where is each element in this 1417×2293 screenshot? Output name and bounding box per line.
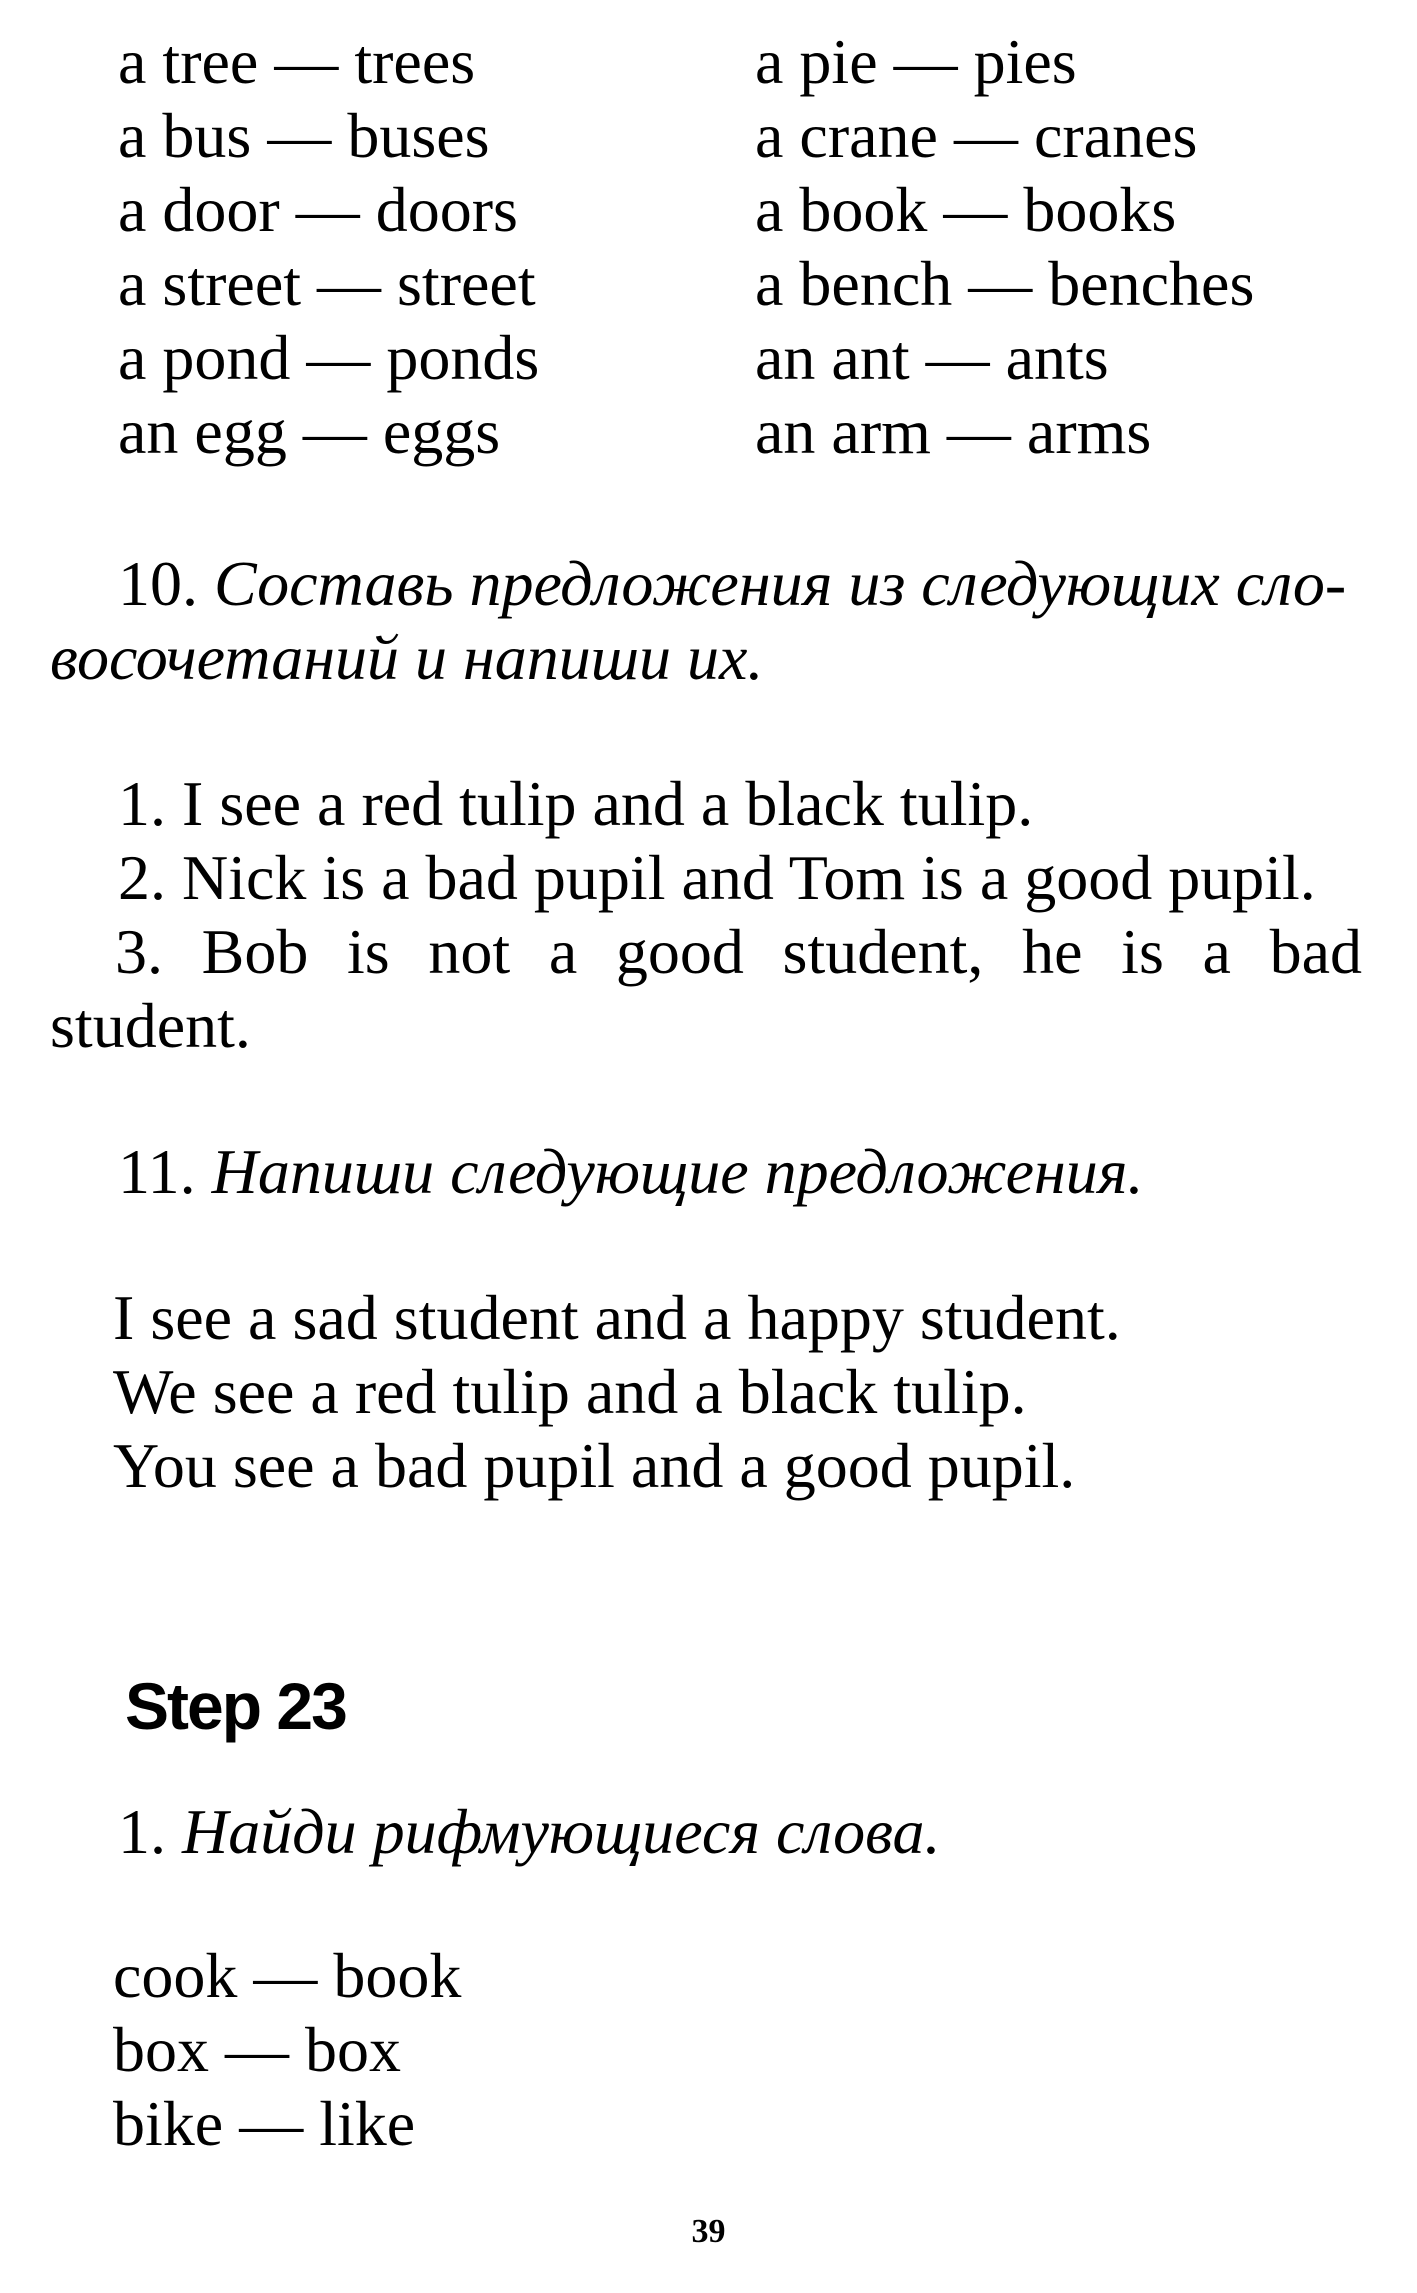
task-instruction: [118, 1796, 940, 1868]
plural-pair: a door — doors: [118, 174, 518, 245]
plural-pair: a bench — benches: [755, 248, 1255, 319]
plural-pair: a tree — trees: [118, 26, 476, 97]
plural-pair: a pond — ponds: [118, 322, 540, 393]
plural-pair: a crane — cranes: [755, 100, 1198, 171]
plural-pair: a bus — buses: [118, 100, 490, 171]
answer-sentence: We see a red tulip and a black tulip.: [113, 1356, 1027, 1427]
task-number: 10.: [118, 548, 198, 619]
instruction-text: Составь предложения из следующих сло-: [214, 548, 1347, 619]
page-number: 39: [691, 2213, 726, 2250]
answer-sentence-continued: student.: [50, 990, 251, 1061]
plural-pair: an arm — arms: [755, 396, 1152, 467]
answer-sentence: You see a bad pupil and a good pupil.: [113, 1430, 1076, 1501]
step-heading: Step 23: [125, 1669, 346, 1743]
rhyme-pair: box — box: [113, 2014, 401, 2085]
answer-sentence: I see a sad student and a happy student.: [113, 1282, 1121, 1353]
plural-pair: a book — books: [755, 174, 1177, 245]
plural-pair: an ant — ants: [755, 322, 1109, 393]
answer-sentence: 3. Bob is not a good student, he is a bad: [115, 916, 1362, 987]
answer-sentence: 1. I see a red tulip and a black tulip.: [118, 768, 1034, 839]
plural-pair: a pie — pies: [755, 26, 1077, 97]
task-instruction: [118, 1136, 1144, 1208]
instruction-text: Напиши следующие предложения.: [211, 1136, 1144, 1207]
answer-sentence: 2. Nick is a bad pupil and Tom is a good pupil.: [118, 842, 1316, 913]
task-number: 1.: [118, 1796, 166, 1867]
instruction-text: Найди рифмующиеся слова.: [182, 1796, 941, 1867]
instruction-text-continued: восочетаний и напиши их.: [50, 622, 764, 693]
task-instruction: [118, 548, 1346, 620]
plural-pair: an egg — eggs: [118, 396, 501, 467]
task-number: 11.: [118, 1136, 196, 1207]
rhyme-pair: cook — book: [113, 1940, 462, 2011]
rhyme-pair: bike — like: [113, 2088, 416, 2159]
plural-pair: a street — street: [118, 248, 536, 319]
